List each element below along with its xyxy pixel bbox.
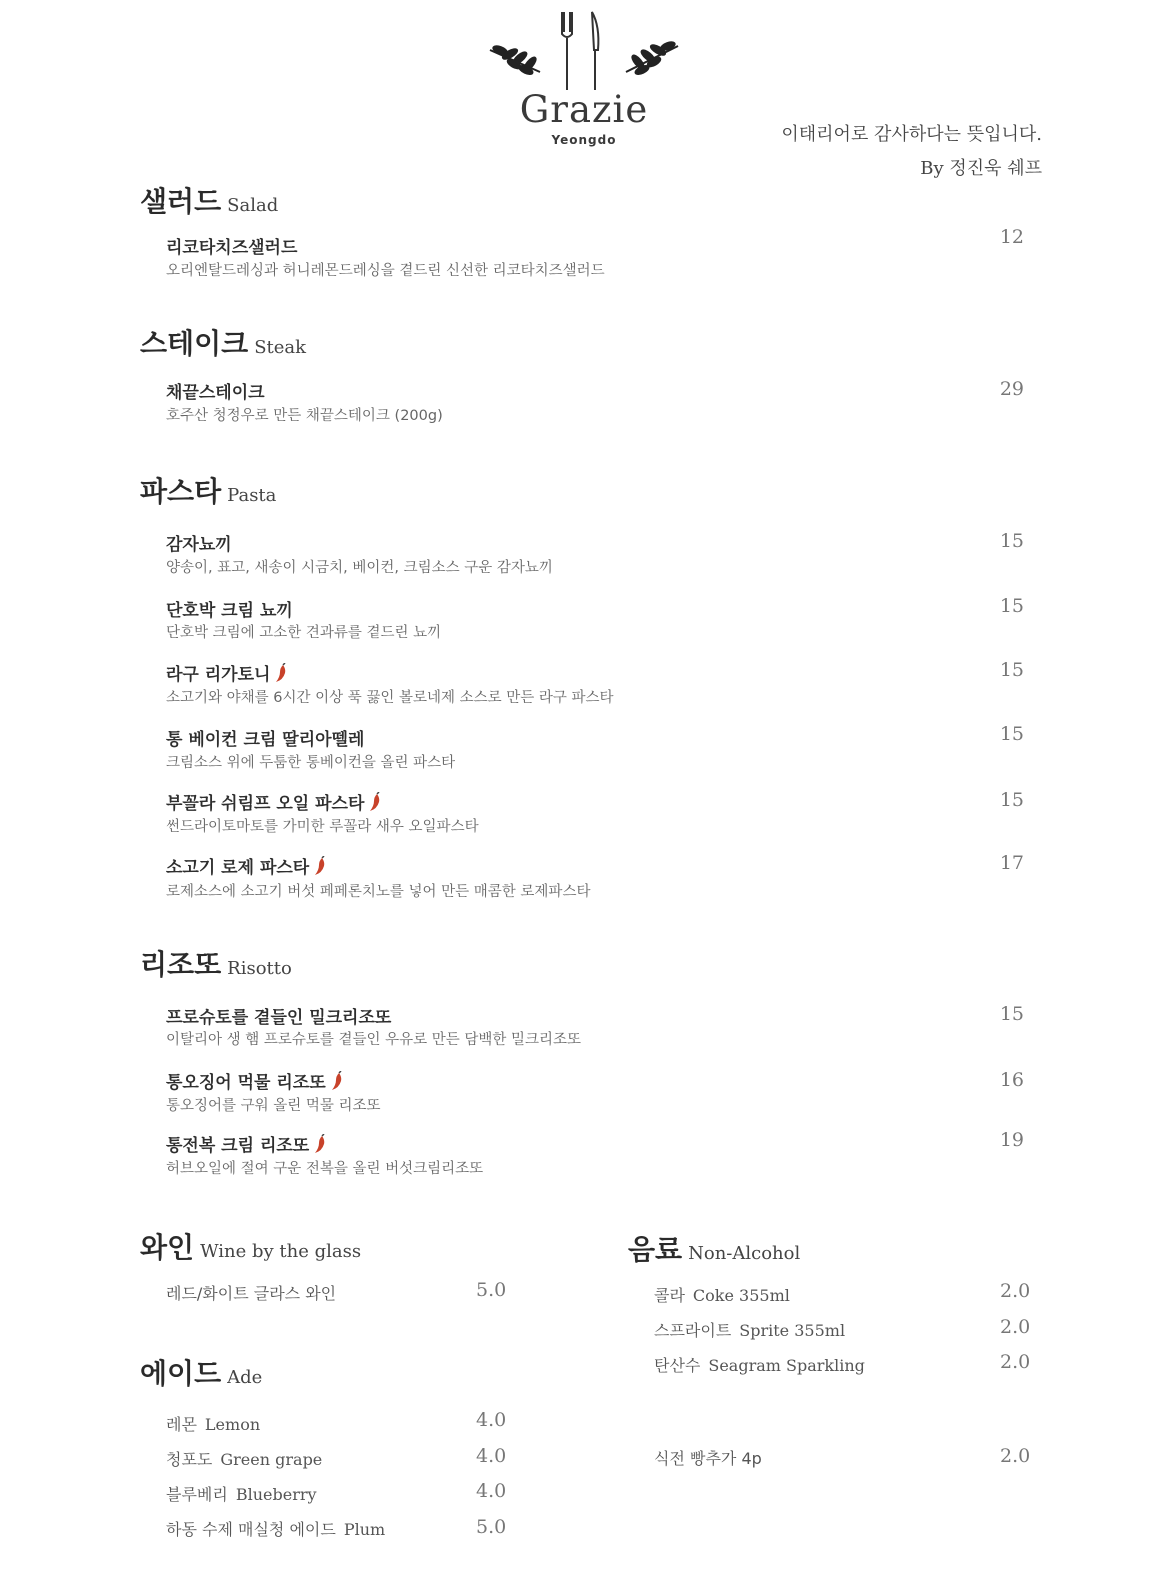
section-title-en: Salad [227,195,279,216]
menu-item-desc: 단호박 크림에 고소한 견과류를 곁드린 뇨끼 [166,625,442,641]
menu-item-name: 단호박 크림 뇨끼 [166,601,293,621]
menu-item-name: 리코타치즈샐러드 [166,238,298,258]
ade-price: 5.0 [476,1516,507,1538]
section-title-ko: 에이드 [140,1357,222,1390]
drink-price: 2.0 [1000,1280,1031,1302]
chili-pepper-icon [313,1134,327,1154]
menu-item-desc: 소고기와 야채를 6시간 이상 푹 끓인 볼로네제 소스로 만든 라구 파스타 [166,690,614,706]
ade-price: 4.0 [476,1445,507,1467]
section-title-ko: 와인 [140,1231,195,1264]
drink-name-en: Lemon [204,1415,261,1434]
drink-item [654,1353,865,1376]
menu-item-name: 채끝스테이크 [166,383,265,403]
drink-name-en: Plum [343,1520,386,1539]
wine-price: 5.0 [476,1279,507,1301]
chili-pepper-icon [313,856,327,876]
drink-item [654,1283,790,1306]
ade-item [166,1517,385,1540]
section-heading-salad [140,180,278,220]
drink-name-ko: 레드/화이트 글라스 와인 [166,1284,337,1303]
restaurant-logo [484,6,684,146]
ade-price: 4.0 [476,1480,507,1502]
section-heading-ade [140,1352,262,1392]
chili-pepper-icon [330,1071,344,1091]
menu-item-name: 통 베이컨 크림 딸리아뗄레 [166,730,365,750]
section-heading-drinks [628,1228,800,1268]
menu-item-price: 29 [999,378,1024,400]
brand-location: Yeongdo [551,133,617,147]
fork-knife-laurel-icon [484,6,684,96]
section-heading-pasta [140,470,276,510]
drink-price: 2.0 [1000,1316,1031,1338]
section-title-ko: 파스타 [140,475,222,508]
section-title-ko: 스테이크 [140,327,249,360]
section-title-ko: 음료 [628,1233,683,1266]
section-title-ko: 리조또 [140,948,222,981]
menu-item-label: 통오징어 먹물 리조또 [166,1073,326,1093]
menu-item-desc: 썬드라이토마토를 가미한 루꼴라 새우 오일파스타 [166,819,479,835]
drink-name-ko: 청포도 [166,1450,213,1469]
drink-name-en: Green grape [220,1450,323,1469]
section-title-en: Wine by the glass [200,1241,362,1262]
drink-name-ko: 스프라이트 [654,1321,732,1340]
drink-name-ko: 콜라 [654,1286,685,1305]
drink-name-ko: 탄산수 [654,1356,701,1375]
menu-item-label: 소고기 로제 파스타 [166,858,310,878]
wine-item [166,1281,344,1304]
section-title-en: Pasta [227,485,277,506]
drink-name-en: Seagram Sparkling [708,1356,865,1375]
drink-name-en: Blueberry [235,1485,317,1504]
menu-item-price: 15 [999,659,1024,681]
menu-item-price: 15 [999,1003,1024,1025]
menu-item-name [166,1068,344,1093]
section-heading-risotto [140,943,292,983]
menu-item-price: 15 [999,595,1024,617]
section-title-en: Steak [254,337,307,358]
brand-name: Grazie [519,88,649,131]
chef-byline: By 정진욱 쉐프 [920,158,1042,179]
chili-pepper-icon [274,663,288,683]
bread-extra-price: 2.0 [1000,1445,1031,1467]
menu-item-label: 통전복 크림 리조또 [166,1136,310,1156]
drink-name-en: Coke 355ml [692,1286,790,1305]
menu-item-price: 12 [999,226,1024,248]
section-heading-steak [140,322,306,362]
ade-item [166,1412,260,1435]
drink-name-ko: 블루베리 [166,1485,228,1504]
drink-name-en: Sprite 355ml [739,1321,846,1340]
section-title-en: Risotto [227,958,292,979]
menu-item-desc: 이탈리아 생 햄 프로슈토를 곁들인 우유로 만든 담백한 밀크리조또 [166,1032,582,1048]
menu-item-price: 16 [999,1069,1024,1091]
menu-item-desc: 오리엔탈드레싱과 허니레몬드레싱을 곁드린 신선한 리코타치즈샐러드 [166,263,605,279]
section-title-ko: 샐러드 [140,185,222,218]
drink-price: 2.0 [1000,1351,1031,1373]
menu-item-name [166,789,382,814]
menu-item-desc: 통오징어를 구워 올린 먹물 리조또 [166,1098,381,1114]
ade-price: 4.0 [476,1409,507,1431]
menu-item-price: 15 [999,530,1024,552]
section-heading-wine [140,1226,361,1266]
menu-item-label: 라구 리가토니 [166,665,271,685]
tagline: 이태리어로 감사하다는 뜻입니다. [781,124,1042,145]
menu-item-name [166,853,327,878]
menu-item-desc: 허브오일에 절여 구운 전복을 올린 버섯크림리조또 [166,1161,484,1177]
bread-extra-label: 식전 빵추가 4p [654,1449,762,1468]
menu-item-desc: 양송이, 표고, 새송이 시금치, 베이컨, 크림소스 구운 감자뇨끼 [166,560,553,576]
ade-item [166,1447,322,1470]
menu-item-price: 15 [999,723,1024,745]
drink-item [654,1318,845,1341]
ade-item [166,1482,317,1505]
menu-item-name: 감자뇨끼 [166,535,232,555]
menu-item-name: 프로슈토를 곁들인 밀크리조또 [166,1008,392,1028]
menu-item-price: 17 [999,852,1024,874]
section-title-en: Non-Alcohol [688,1243,801,1264]
section-title-en: Ade [227,1367,263,1388]
menu-item-name [166,660,288,685]
menu-item-label: 부꼴라 쉬림프 오일 파스타 [166,794,365,814]
chili-pepper-icon [368,792,382,812]
drink-name-ko: 하동 수제 매실청 에이드 [166,1520,336,1539]
bread-extra-item [654,1446,770,1469]
menu-item-name [166,1131,327,1156]
drink-name-ko: 레몬 [166,1415,197,1434]
menu-item-price: 19 [999,1129,1024,1151]
menu-item-desc: 호주산 청정우로 만든 채끝스테이크 (200g) [166,408,443,424]
menu-item-desc: 로제소스에 소고기 버섯 페페론치노를 넣어 만든 매콤한 로제파스타 [166,884,591,900]
menu-item-price: 15 [999,789,1024,811]
menu-item-desc: 크림소스 위에 두툼한 통베이컨을 올린 파스타 [166,755,456,771]
